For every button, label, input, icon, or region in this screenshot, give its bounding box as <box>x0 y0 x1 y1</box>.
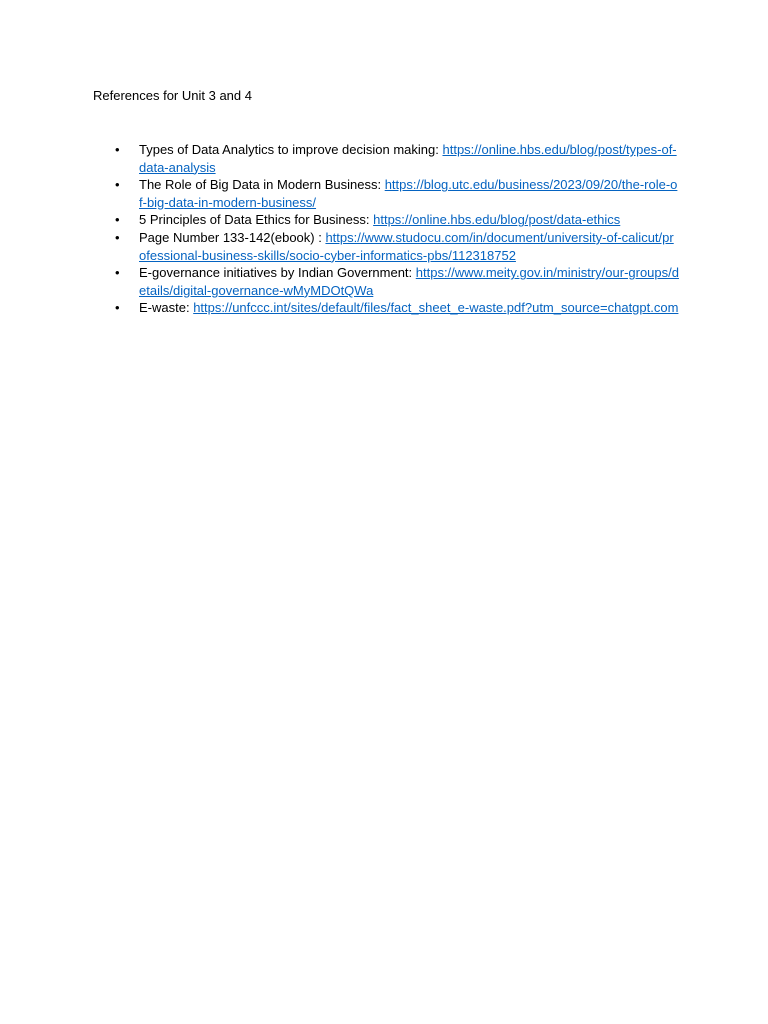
reference-label: Page Number 133-142(ebook) : <box>139 229 326 245</box>
reference-list <box>115 141 679 317</box>
reference-label: 5 Principles of Data Ethics for Business: <box>139 212 374 228</box>
list-item <box>115 141 679 176</box>
bullet-icon: • <box>115 229 120 245</box>
bullet-icon: • <box>115 265 120 281</box>
list-item <box>115 299 679 317</box>
reference-label: E-waste: <box>139 300 194 316</box>
bullet-icon: • <box>115 212 120 228</box>
reference-link[interactable]: https://www.meity.gov.in/ministry/our-groups/details/digital-governance-wMyMDOtQWa <box>139 265 679 298</box>
bullet-icon: • <box>115 300 120 316</box>
bullet-icon: • <box>115 177 120 193</box>
reference-link[interactable]: https://online.hbs.edu/blog/post/data-ethics <box>373 212 621 228</box>
list-item <box>115 211 679 229</box>
reference-label: E-governance initiatives by Indian Government: <box>139 265 416 281</box>
document-title: References for Unit 3 and 4 <box>93 88 252 103</box>
reference-label: Types of Data Analytics to improve decision making: <box>139 142 443 157</box>
reference-link[interactable]: https://blog.utc.edu/business/2023/09/20/the-role-of-big-data-in-modern-business/ <box>139 177 678 210</box>
reference-link[interactable]: https://www.studocu.com/in/document/university-of-calicut/professional-business-skills/socio-cyber-informatics-pbs/112318752 <box>139 229 674 263</box>
list-item <box>115 176 679 211</box>
reference-link[interactable]: https://unfccc.int/sites/default/files/fact_sheet_e-waste.pdf?utm_source=chatgpt.com <box>193 300 679 316</box>
bullet-icon: • <box>115 142 120 157</box>
reference-label: The Role of Big Data in Modern Business: <box>139 177 385 193</box>
list-item <box>115 264 679 299</box>
list-item <box>115 229 679 264</box>
reference-link[interactable]: https://online.hbs.edu/blog/post/types-of-data-analysis <box>139 142 677 175</box>
